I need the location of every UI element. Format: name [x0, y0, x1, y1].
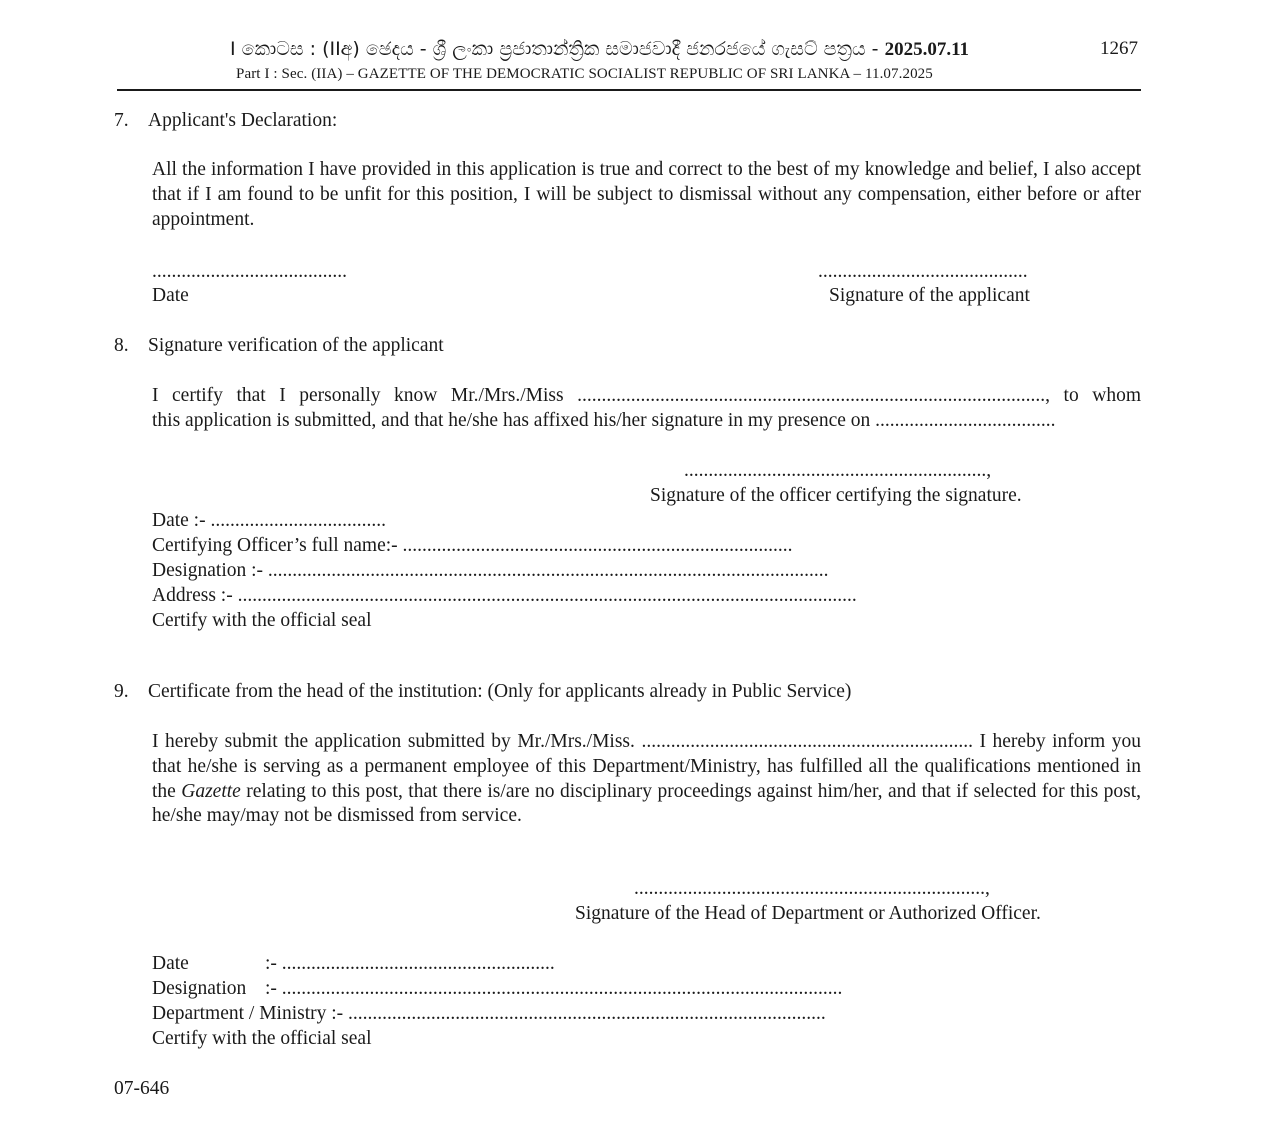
section8-officer-sign-dots[interactable]: .............................................................., — [684, 460, 992, 481]
header-sinhala-title — [230, 36, 969, 63]
section7-title: Applicant's Declaration: — [148, 110, 338, 131]
section9-designation-label: Designation — [152, 978, 247, 999]
section9-head-sign-label: Signature of the Head of Department or Authorized Officer. — [575, 903, 1041, 924]
section8-number: 8. — [114, 335, 129, 356]
section8-address-field[interactable]: Address :- ............................................................................................................................... — [152, 585, 857, 606]
section7-date-label: Date — [152, 285, 189, 306]
section9-para-part1: I hereby submit the application submitted by Mr./Mrs./Miss. .................................................................... I hereby inform you that he/she is serving as a permanent employee of this Department/Ministry, has fulfilled all the qualifications mentioned in the — [152, 731, 1141, 802]
header-english-rest: (IIA) – GAZETTE OF THE DEMOCRATIC SOCIALIST REPUBLIC OF SRI LANKA – 11.07.2025 — [311, 66, 933, 82]
page-number: 1267 — [1100, 38, 1138, 59]
section9-designation-field[interactable]: :- ................................................................................................................... — [265, 978, 843, 999]
section7-declaration: All the information I have provided in this application is true and correct to the best of my knowledge and belief, I also accept that if I am found to be unfit for this position, I will be subject to dismissal without any compensation, either before or after appointment. — [152, 159, 1141, 230]
section8-line1-text: I certify that I personally know Mr./Mrs./Miss ................................................................................................, to whom — [152, 385, 1141, 406]
header-part-word: Part — [236, 66, 261, 82]
header-part-rest: I : — [264, 66, 278, 82]
section9-department-field[interactable]: Department / Ministry :- .................................................................................................. — [152, 1003, 826, 1024]
section7-date-dots[interactable]: ........................................ — [152, 261, 347, 282]
section9-number: 9. — [114, 681, 129, 702]
section9-title: Certificate from the head of the institution: (Only for applicants already in Public Service) — [148, 681, 852, 702]
section9-head-sign-dots[interactable]: ........................................................................, — [634, 878, 990, 899]
section8-officer-sign-label: Signature of the officer certifying the signature. — [650, 485, 1022, 506]
header-sec-word: Sec. — [281, 66, 308, 82]
section9-paragraph — [152, 730, 1141, 829]
section9-date-label: Date — [152, 953, 189, 974]
section8-designation-field[interactable]: Designation :- ................................................................................................................... — [152, 560, 829, 581]
section8-seal-line: Certify with the official seal — [152, 610, 372, 631]
header-english-title — [236, 64, 933, 84]
section8-date-field[interactable]: Date :- .................................... — [152, 510, 386, 531]
section8-officer-name-field[interactable]: Certifying Officer’s full name:- ................................................................................ — [152, 535, 793, 556]
section7-signature-label: Signature of the applicant — [829, 285, 1030, 306]
section8-title: Signature verification of the applicant — [148, 335, 444, 356]
header-sinhala-date: 2025.07.11 — [884, 39, 970, 60]
section9-para-gazette: Gazette — [181, 780, 241, 802]
section9-seal-line: Certify with the official seal — [152, 1028, 372, 1049]
section7-signature-dots[interactable]: ........................................... — [818, 261, 1028, 282]
footer-code: 07-646 — [114, 1078, 170, 1099]
section7-number: 7. — [114, 110, 129, 131]
section9-date-field[interactable]: :- ........................................................ — [265, 953, 555, 974]
section8-line1 — [152, 383, 1141, 408]
header-divider — [117, 89, 1141, 91]
header-sinhala-text: I කොටස : (IIඅ) ඡෙදය - ශ්‍රී ලංකා ප්‍රජාතාන්ත්‍රික සමාජවාදී ජනරජයේ ගැසට් පත්‍රය - — [230, 38, 879, 60]
section8-line2: this application is submitted, and that he/she has affixed his/her signature in my presence on ..................................... — [152, 410, 1056, 431]
section9-para-part2: relating to this post, that there is/are no disciplinary proceedings against him/her, and that if selected for this post, he/she may/may not be dismissed from service. — [152, 780, 1142, 827]
